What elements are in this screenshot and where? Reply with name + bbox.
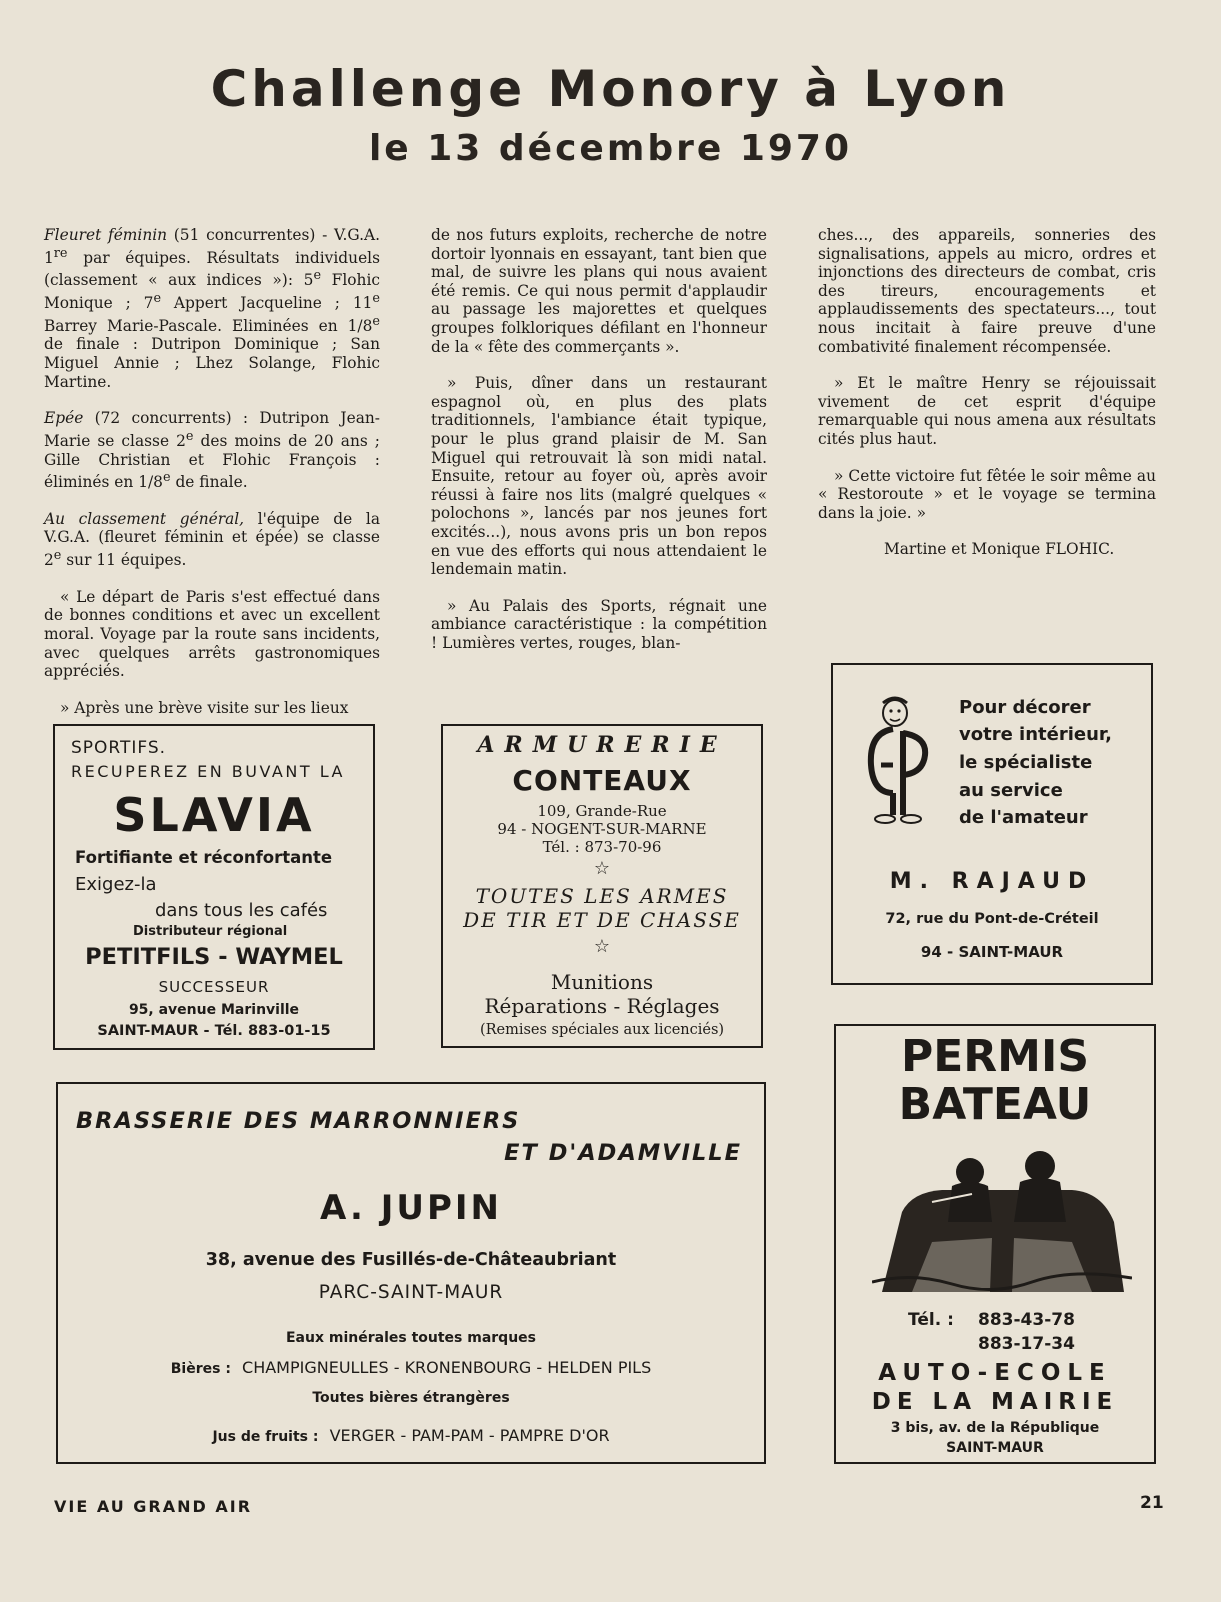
ad-permis-line2: BATEAU [898,1079,1092,1130]
paragraph: » Et le maître Henry se réjouissait vivement de cet esprit d'équipe remarquable qui nous amena aux résultats cités plus haut. [818,374,1156,448]
ad-brasserie-bieres [58,1358,764,1377]
article-column-2 [431,226,767,670]
ad-permis-school-line1: AUTO-ECOLE [878,1360,1112,1386]
ad-armurerie-city: 94 - NOGENT-SUR-MARNE [497,820,707,838]
ad-brasserie-jus [58,1426,764,1445]
ad-brasserie-city: PARC-SAINT-MAUR [318,1282,504,1303]
ad-slavia-distributor-name: PETITFILS - WAYMEL [85,944,343,970]
ad-rajaud-line4: au service [959,780,1063,801]
ad-brasserie-jus-list: VERGER - PAM-PAM - PAMPRE D'OR [329,1426,610,1445]
ad-permis-school-line2: DE LA MAIRIE [871,1389,1119,1415]
paragraph: Epée (72 concurrents) : Dutripon Jean-Marie se classe 2e des moins de 20 ans ; Gille Christian et Flohic François : éliminés en 1/8e de finale. [44,409,380,492]
ad-armurerie-remises: (Remises spéciales aux licenciés) [479,1022,725,1038]
ad-brasserie-line2: ET D'ADAMVILLE [504,1140,742,1166]
ad-permis-line1: PERMIS [900,1031,1090,1082]
ad-rajaud-line5: de l'amateur [959,807,1088,828]
ad-slavia-successeur: SUCCESSEUR [158,978,270,996]
ad-slavia-brand: SLAVIA [113,788,315,842]
footer-magazine-name: VIE AU GRAND AIR [54,1497,253,1516]
ad-brasserie-etrangeres: Toutes bières étrangères [312,1390,510,1406]
ad-rajaud-name: M. RAJAUD [889,869,1095,894]
ad-armurerie [441,724,763,1048]
ad-permis-tel-label: Tél. : [908,1310,954,1330]
ad-brasserie-jus-label: Jus de fruits : [212,1429,319,1445]
ad-permis-address: 3 bis, av. de la République [890,1420,1100,1436]
ad-brasserie-line1: BRASSERIE DES MARRONNIERS [76,1108,521,1134]
ad-permis-tel2: 883-17-34 [978,1334,1075,1354]
paragraph: Fleuret féminin (51 concurrentes) - V.G.A. 1re par équipes. Résultats individuels (classement « aux indices »): 5e Flohic Monique ; 7e Appert Jacqueline ; 11e Barrey Marie-Pascale. Eliminées en 1/8e de finale : Dutripon Dominique ; San Miguel Annie ; Lhez Solange, Flohic Martine. [44,226,381,391]
paragraph: » Cette victoire fut fêtée le soir même au « Restoroute » et le voyage se termina dans la joie. » [818,466,1156,522]
ad-armurerie-tel: Tél. : 873-70-96 [542,838,662,856]
article-column-1 [44,226,380,735]
paragraph: » Après une brève visite sur les lieux [60,698,349,717]
ad-slavia-exigez: Exigez-la [75,874,157,895]
ad-armurerie-arms-line2: DE TIR ET DE CHASSE [463,908,741,932]
ad-permis-city: SAINT-MAUR [946,1440,1044,1456]
ad-armurerie-name: CONTEAUX [512,764,692,797]
paragraph: de nos futurs exploits, recherche de notre dortoir lyonnais en essayant, tant bien que mal, de suivre les plans qui nous avaient été remis. Ce qui nous permit d'applaudir au passage les majorettes et quelques groupes folkloriques défilant en l'honneur de la « fête des commerçants ». [431,226,767,356]
ad-armurerie-munitions: Munitions [550,970,654,994]
article-column-3 [818,226,1156,577]
ad-slavia-cafes: dans tous les cafés [155,900,328,921]
ad-slavia-line1: SPORTIFS. [71,738,167,758]
page-subtitle: le 13 décembre 1970 [368,128,853,169]
ad-armurerie-services: Réparations - Réglages [484,994,720,1018]
signature: Martine et Monique FLOHIC. [884,540,1115,559]
paragraph: » Puis, dîner dans un restaurant espagnol où, en plus des plats traditionnels, l'ambiance était typique, pour le plus grand plaisir de M. San Miguel qui retrouvait là son midi natal. Ensuite, retour au foyer où, après avoir réussi à faire nos lits (malgré quelques « polochons », lancés par nos jeunes fort excités...), nous avons pris un bon repos en vue des efforts qui nous attendaient le lendemain matin. [431,374,767,579]
ad-permis-tel1: 883-43-78 [978,1310,1075,1330]
ad-brasserie-bieres-label: Bières : [170,1361,231,1377]
ad-brasserie [56,1082,766,1464]
ad-armurerie-arms-line1: TOUTES LES ARMES [475,884,729,908]
paragraph: Au classement général, l'équipe de la V.G.A. (fleuret féminin et épée) se classe 2e sur 11 équipes. [44,509,380,570]
ad-slavia-tagline: Fortifiante et réconfortante [75,848,333,867]
ad-rajaud [831,663,1153,985]
ad-slavia-distributor-label: Distributeur régional [133,924,288,939]
ad-brasserie-bieres-list: CHAMPIGNEULLES - KRONENBOURG - HELDEN PILS [242,1358,652,1377]
motorboat-illustration [872,1142,1132,1296]
gp-mascot-logo [863,693,933,829]
star-icon: ☆ [593,858,611,879]
paragraph: « Le départ de Paris s'est effectué dans de bonnes conditions et avec un excellent moral. Voyage par la route sans incidents, avec quelques arrêts gastronomiques appréciés. [44,587,380,681]
paragraph: » Au Palais des Sports, régnait une ambiance caractéristique : la compétition ! Lumières vertes, rouges, blan- [431,596,767,652]
ad-brasserie-name: A. JUPIN [320,1188,502,1228]
ad-armurerie-heading: ARMURERIE [477,732,727,758]
ad-permis-bateau [834,1024,1156,1464]
ad-brasserie-address: 38, avenue des Fusillés-de-Châteaubriant [205,1250,617,1270]
ad-rajaud-city: 94 - SAINT-MAUR [920,943,1064,961]
ad-brasserie-eaux: Eaux minérales toutes marques [285,1330,536,1346]
ad-rajaud-line1: Pour décorer [959,697,1091,718]
ad-slavia-city-tel: SAINT-MAUR - Tél. 883-01-15 [97,1023,331,1039]
ad-rajaud-line3: le spécialiste [959,752,1093,773]
page-number: 21 [1140,1493,1164,1513]
ad-slavia-address: 95, avenue Marinville [128,1002,300,1018]
star-icon: ☆ [593,936,611,957]
ad-armurerie-street: 109, Grande-Rue [537,802,667,820]
ad-rajaud-line2: votre intérieur, [959,724,1112,745]
ad-slavia [53,724,375,1050]
page-title: Challenge Monory à Lyon [210,60,1011,118]
paragraph: ches..., des appareils, sonneries des signalisations, appels au micro, ordres et injonctions des directeurs de combat, cris des tireurs, encouragements et applaudissements des spectateurs..., tout nous incitait à faire preuve d'une combativité finalement récompensée. [818,226,1156,356]
ad-rajaud-address: 72, rue du Pont-de-Créteil [885,911,1099,927]
ad-slavia-line2: RECUPEREZ EN BUVANT LA [71,762,345,781]
